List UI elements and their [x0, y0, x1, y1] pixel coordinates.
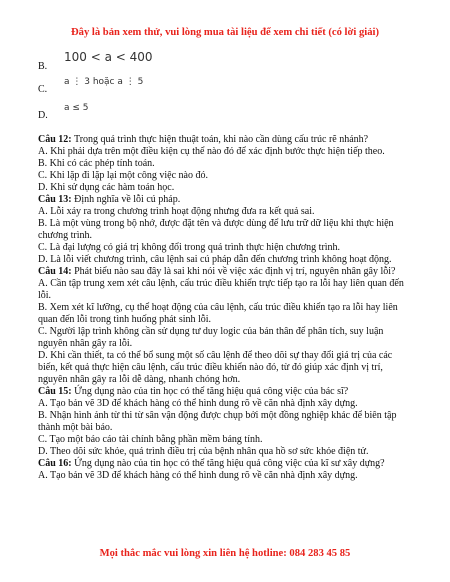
question-text: Ứng dụng nào của tin học có thể tăng hiệu quả công việc của bác sĩ? — [74, 386, 349, 397]
option-letter: B. — [38, 61, 48, 72]
answer-option: A. Cần tập trung xem xét câu lệnh, cấu trúc điều khiển trực tiếp tạo ra lỗi hay liên quan đến lỗi. — [38, 278, 404, 301]
answer-option: A. Tạo bản vẽ 3D để khách hàng có thể hình dung rõ về căn nhà định xây dựng. — [38, 470, 358, 481]
question-list — [38, 134, 414, 482]
option-letter: C. — [38, 84, 48, 95]
question-text: Trong quá trình thực hiện thuật toán, khi nào cần dùng cấu trúc rẽ nhánh? — [73, 134, 369, 145]
answer-option: B. Nhận hình ảnh từ thi từ sân vận động được chụp bởi một đồng nghiệp khác để biên tập thành một bài báo. — [38, 410, 397, 433]
question-text: Định nghĩa về lỗi cú pháp. — [74, 194, 181, 205]
question-15 — [38, 386, 414, 458]
question-13 — [38, 194, 414, 266]
answer-option: C. Khi lặp đi lặp lại một công việc nào đó. — [38, 170, 208, 181]
question-14 — [38, 266, 414, 386]
question-16 — [38, 458, 414, 482]
question-number: Câu 15: — [38, 386, 72, 397]
question-number: Câu 14: — [38, 266, 72, 277]
answer-option: B. Là một vùng trong bộ nhớ, được đặt tên và được dùng để lưu trữ dữ liệu khi thực hiện chương trình. — [38, 218, 394, 241]
option-c-prev — [38, 77, 144, 95]
answer-option: D. Là lỗi viết chương trình, câu lệnh sai cú pháp dẫn đến chương trình không hoạt động. — [38, 254, 392, 265]
question-text: Ứng dụng nào của tin học có thể tăng hiệu quả công việc của kĩ sư xây dựng? — [74, 458, 385, 469]
option-math: a ⋮ 3 hoặc a ⋮ 5 — [64, 77, 144, 87]
option-b-prev — [38, 50, 153, 72]
question-12 — [38, 134, 414, 194]
answer-option: B. Xem xét kĩ lưỡng, cụ thể hoạt động của câu lệnh, cấu trúc điều khiển tạo ra lỗi hay liên quan đến lỗi trong tình huống phát sinh lỗi. — [38, 302, 398, 325]
question-number: Câu 13: — [38, 194, 72, 205]
preview-notice: Đây là bản xem thử, vui lòng mua tài liệu để xem chi tiết (có lời giải) — [71, 27, 379, 38]
answer-option: B. Khi có các phép tính toán. — [38, 158, 155, 169]
option-d-prev — [38, 103, 89, 121]
answer-option: D. Khi sử dụng các hàm toán học. — [38, 182, 175, 193]
question-number: Câu 12: — [38, 134, 72, 145]
option-letter: D. — [38, 110, 48, 121]
option-math: a ≤ 5 — [64, 103, 89, 113]
answer-option: A. Khi phải dựa trên một điều kiện cụ thể nào đó để xác định bước thực hiện tiếp theo. — [38, 146, 385, 157]
answer-option: C. Người lập trình không cần sử dụng tư duy logic của bản thân để phân tích, suy luận nguyên nhân gây ra lỗi. — [38, 326, 384, 349]
answer-option: C. Tạo một báo cáo tài chính bằng phần mềm bảng tính. — [38, 434, 263, 445]
option-math: 100 < a < 400 — [64, 50, 153, 64]
answer-option: C. Là đại lượng có giá trị không đổi trong quá trình thực hiện chương trình. — [38, 242, 341, 253]
answer-option: A. Tạo bản vẽ 3D để khách hàng có thể hình dung rõ về căn nhà định xây dựng. — [38, 398, 358, 409]
hotline-footer: Mọi thắc mắc vui lòng xin liên hệ hotline: 084 283 45 85 — [99, 548, 351, 559]
answer-option: D. Khi cần thiết, ta có thể bổ sung một số câu lệnh để theo dõi sự thay đổi giá trị của các biến, kết quả thực hiện câu lệnh, cấu trúc điều khiển nào đó, từ đó giúp xác định vị trí, nguyên nhân gây ra lỗi dễ dàng, nhanh chóng hơn. — [38, 350, 393, 385]
question-number: Câu 16: — [38, 458, 72, 469]
answer-option: A. Lỗi xảy ra trong chương trình hoạt động nhưng đưa ra kết quả sai. — [38, 206, 315, 217]
answer-option: D. Theo dõi sức khỏe, quá trình điều trị của bệnh nhân qua hồ sơ sức khỏe điện tử. — [38, 446, 369, 457]
question-text: Phát biểu nào sau đây là sai khi nói về việc xác định vị trí, nguyên nhân gây lỗi? — [74, 266, 396, 277]
